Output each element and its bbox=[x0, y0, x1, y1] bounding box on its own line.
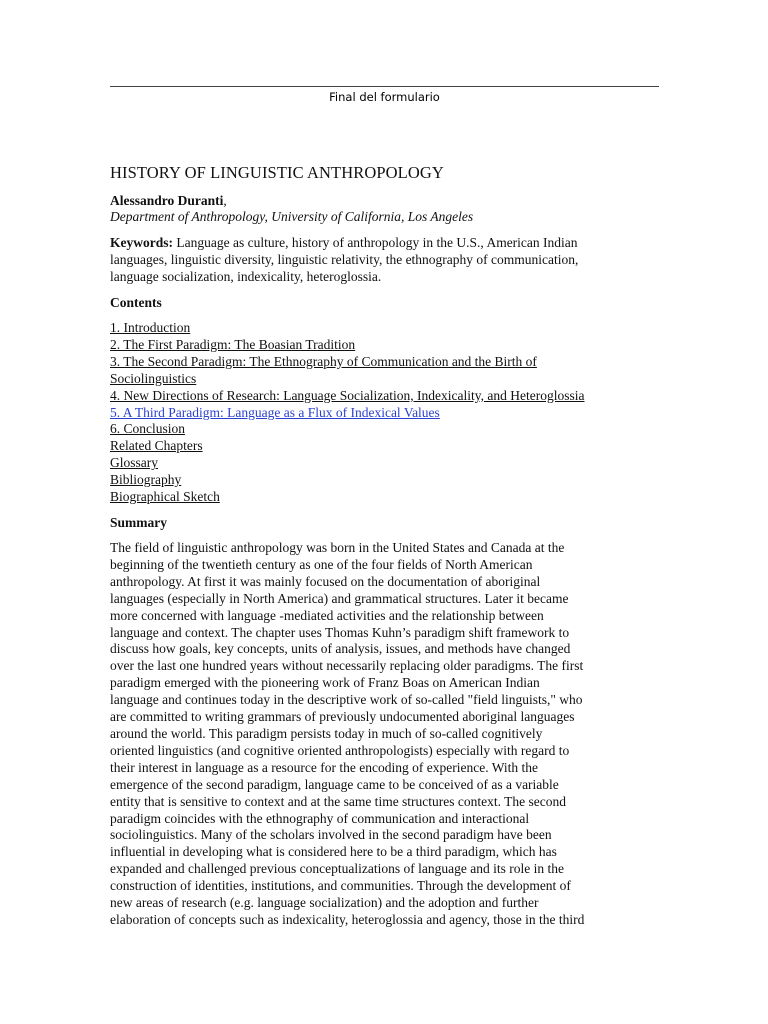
summary-heading: Summary bbox=[110, 515, 167, 530]
summary-line: oriented linguistics (and cognitive oriented anthropologists) especially with regard to bbox=[110, 742, 570, 758]
summary-line: discuss how goals, key concepts, units of analysis, issues, and methods have changed bbox=[110, 641, 571, 657]
keywords-text-1: Language as culture, history of anthropology in the U.S., American Indian bbox=[176, 235, 578, 250]
summary-line: expanded and challenged previous conceptualizations of language and its role in the bbox=[110, 861, 564, 877]
summary-line: entity that is sensitive to context and at the same time structures context. The second bbox=[110, 793, 567, 809]
article-title: HISTORY OF LINGUISTIC ANTHROPOLOGY bbox=[110, 163, 444, 182]
summary-line: construction of identities, institutions, and communities. Through the development of bbox=[110, 878, 571, 894]
toc-link-second-paradigm[interactable]: 3. The Second Paradigm: The Ethnography of Communication and the Birth of bbox=[110, 353, 537, 369]
toc-item bbox=[110, 320, 584, 337]
toc-item bbox=[110, 354, 584, 371]
toc-item bbox=[110, 337, 584, 354]
form-end-rule bbox=[110, 86, 659, 87]
summary-line: paradigm emerged with the pioneering work of Franz Boas on American Indian bbox=[110, 675, 540, 691]
toc-item bbox=[110, 472, 584, 489]
table-of-contents bbox=[110, 320, 584, 506]
author-department: Department of Anthropology, University of California, Los Angeles bbox=[110, 209, 474, 224]
toc-link-new-directions[interactable]: 4. New Directions of Research: Language Socialization, Indexicality, and Heteroglossia bbox=[110, 387, 585, 403]
summary-paragraph bbox=[110, 540, 662, 929]
toc-item bbox=[110, 421, 584, 438]
contents-heading: Contents bbox=[110, 295, 162, 310]
summary-line: over the last one hundred years without necessarily replacing older paradigms. The first bbox=[110, 658, 584, 674]
toc-link-introduction[interactable]: 1. Introduction bbox=[110, 320, 191, 335]
keywords-block bbox=[110, 234, 662, 285]
toc-item bbox=[110, 388, 584, 405]
summary-line: language and context. The chapter uses Thomas Kuhn’s paradigm shift framework to bbox=[110, 624, 570, 640]
toc-link-first-paradigm[interactable]: 2. The First Paradigm: The Boasian Tradition bbox=[110, 336, 356, 352]
summary-line: language and continues today in the descriptive work of so-called "field linguists," who bbox=[110, 692, 583, 708]
summary-line: more concerned with language -mediated activities and the relationship between bbox=[110, 607, 544, 623]
summary-line: beginning of the twentieth century as one of the four fields of North American bbox=[110, 556, 533, 572]
author-name: Alessandro Duranti bbox=[110, 193, 224, 208]
toc-link-biographical-sketch[interactable]: Biographical Sketch bbox=[110, 489, 220, 505]
summary-line: paradigm coincides with the ethnography of communication and interactional bbox=[110, 810, 530, 826]
author-line bbox=[110, 192, 227, 209]
keywords-line-3: language socialization, indexicality, heteroglossia. bbox=[110, 269, 382, 284]
summary-line: their interest in language as a resource for the encoding of experience. With the bbox=[110, 759, 539, 775]
summary-line: are committed to writing grammars of previously undocumented aboriginal languages bbox=[110, 709, 575, 725]
keywords-line-1 bbox=[110, 234, 662, 251]
summary-line: around the world. This paradigm persists today in much of so-called cognitively bbox=[110, 725, 543, 741]
summary-line: elaboration of concepts such as indexicality, heteroglossia and agency, those in the third bbox=[110, 911, 585, 927]
keywords-line-2: languages, linguistic diversity, linguistic relativity, the ethnography of communication, bbox=[110, 252, 579, 267]
toc-item bbox=[110, 489, 584, 506]
summary-line: sociolinguistics. Many of the scholars involved in the second paradigm have been bbox=[110, 827, 552, 843]
toc-link-second-paradigm-cont[interactable]: Sociolinguistics bbox=[110, 370, 197, 386]
summary-line: The field of linguistic anthropology was born in the United States and Canada at the bbox=[110, 540, 565, 555]
summary-line: anthropology. At first it was mainly focused on the documentation of aboriginal bbox=[110, 573, 541, 589]
toc-link-related-chapters[interactable]: Related Chapters bbox=[110, 438, 203, 454]
summary-line: new areas of research (e.g. language socialization) and the adoption and further bbox=[110, 895, 539, 911]
summary-line: languages (especially in North America) and grammatical structures. Later it became bbox=[110, 590, 569, 606]
toc-item bbox=[110, 455, 584, 472]
form-end-label: Final del formulario bbox=[329, 90, 440, 104]
summary-line: influential in developing what is considered here to be a third paradigm, which has bbox=[110, 844, 557, 860]
toc-link-third-paradigm[interactable]: 5. A Third Paradigm: Language as a Flux of Indexical Values bbox=[110, 404, 440, 420]
toc-item bbox=[110, 438, 584, 455]
summary-line: emergence of the second paradigm, language came to be conceived of as a variable bbox=[110, 776, 559, 792]
toc-link-bibliography[interactable]: Bibliography bbox=[110, 472, 182, 488]
toc-item bbox=[110, 405, 584, 422]
toc-item bbox=[110, 371, 584, 388]
keywords-label: Keywords: bbox=[110, 235, 173, 250]
author-comma: , bbox=[223, 193, 227, 208]
toc-link-conclusion[interactable]: 6. Conclusion bbox=[110, 421, 186, 437]
toc-link-glossary[interactable]: Glossary bbox=[110, 455, 158, 471]
